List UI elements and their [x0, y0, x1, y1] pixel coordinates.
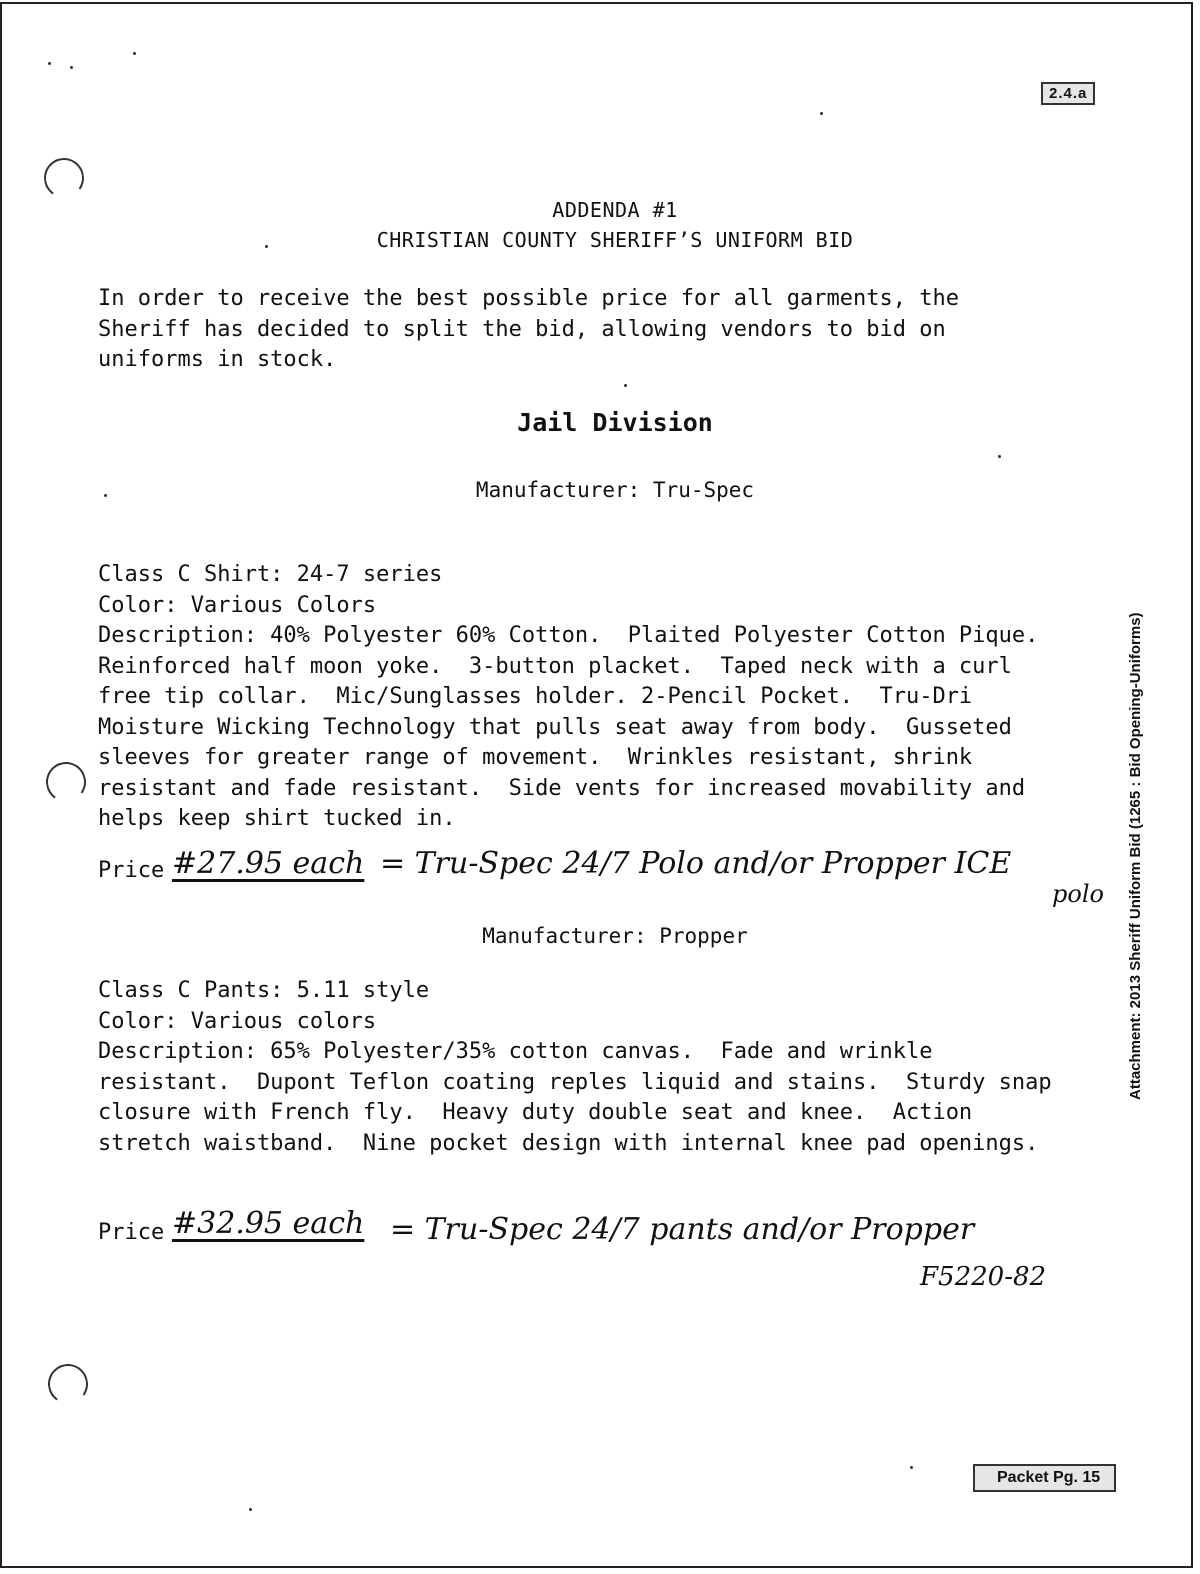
shirt-description: Class C Shirt: 24-7 series Color: Various Colors Description: 40% Polyester 60% Cotton. Plaited Polyester Cotton Pique. Reinforced half moon yoke. 3-button placket. Taped neck with a curl free tip collar. Mic/Sunglasses holder. 2-Pencil Pocket. Tru-Dri Moisture Wicking Technology that pulls seat away from body. Gusseted sleeves for greater range of movement. Wrinkles resistant, shrink resistant and fade resistant. Side vents for increased movability and helps keep shirt tucked in. [98, 562, 1039, 831]
shirt-price-label: Price [98, 858, 165, 883]
intro-paragraph: In order to receive the best possible price for all garments, the Sheriff has decided to split the bid, allowing vendors to bid on uniforms in stock. [98, 286, 959, 372]
scan-speck [820, 112, 823, 115]
attachment-label: Attachment: 2013 Sheriff Uniform Bid (1265 : Bid Opening-Uniforms) [1127, 612, 1144, 1100]
scan-speck [249, 1508, 252, 1511]
addenda-title: ADDENDA #1 [552, 198, 678, 222]
pants-price-label: Price [98, 1220, 165, 1245]
pants-description: Class C Pants: 5.11 style Color: Various colors Description: 65% Polyester/35% cotton canvas. Fade and wrinkle resistant. Dupont Teflon coating reples liquid and stains. Sturdy snap closure with French fly. Heavy duty double seat and knee. Action stretch waistband. Nine pocket design with internal knee pad openings. [98, 978, 1052, 1156]
pants-price-amount: #32.95 each [172, 1206, 365, 1241]
scan-speck [998, 455, 1001, 458]
shirt-manufacturer: Manufacturer: Tru-Spec [475, 478, 755, 502]
pants-price-note: = Tru-Spec 24/7 pants and/or Propper [390, 1212, 975, 1247]
scan-speck [133, 52, 136, 55]
bid-title: CHRISTIAN COUNTY SHERIFF’S UNIFORM BID [376, 228, 854, 252]
pants-manufacturer: Manufacturer: Propper [482, 924, 748, 948]
scan-speck [48, 62, 51, 65]
section-heading: Jail Division [517, 408, 713, 437]
scan-speck [70, 66, 73, 69]
shirt-price-note-continued: polo [1052, 880, 1104, 908]
section-stamp: 2.4.a [1041, 82, 1095, 105]
shirt-price-note: = Tru-Spec 24/7 Polo and/or Propper ICE [380, 846, 1012, 881]
scan-speck [624, 384, 627, 387]
pants-price-note-continued: F5220-82 [920, 1262, 1047, 1292]
shirt-price-amount: #27.95 each [172, 846, 365, 881]
packet-page-stamp: Packet Pg. 15 [973, 1464, 1116, 1492]
scan-speck [910, 1466, 913, 1469]
